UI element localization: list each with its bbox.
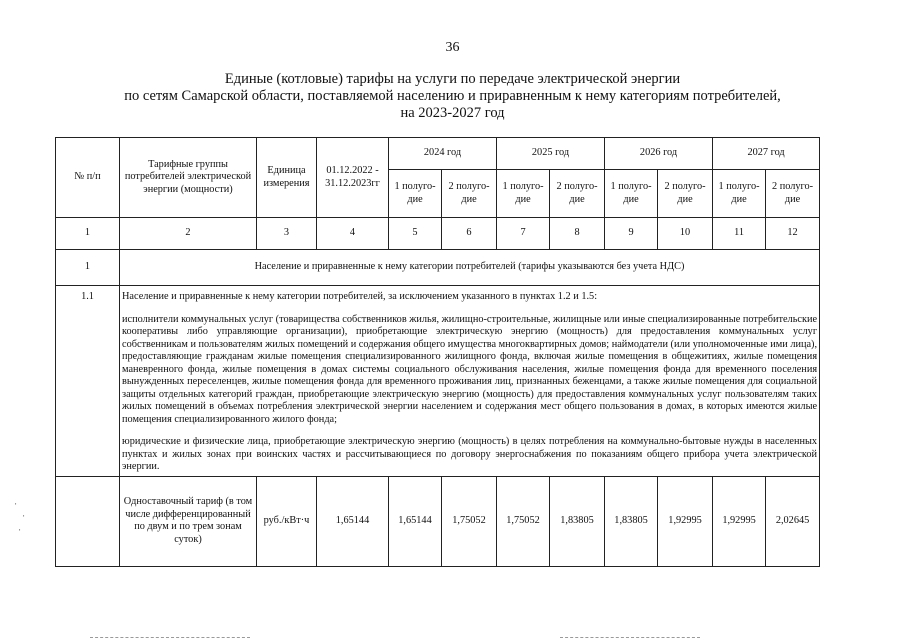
data-row-unit: руб./кВт·ч: [257, 476, 317, 566]
header-num: № п/п: [56, 138, 120, 218]
index-cell: 5: [389, 218, 442, 250]
scan-speck: ⋅: [18, 525, 22, 535]
section-1-1-num: 1.1: [56, 286, 120, 477]
header-unit: Единица измерения: [257, 138, 317, 218]
data-row-value: 1,65144: [317, 476, 389, 566]
header-half-2: 2 полуго-дие: [442, 170, 497, 218]
header-groups: Тарифные группы потребителей электрической энергии (мощности): [120, 138, 257, 218]
page-number: 36: [445, 40, 460, 55]
header-year-2025: 2025 год: [497, 138, 605, 170]
header-row-years: [56, 138, 820, 170]
index-cell: 1: [56, 218, 120, 250]
section-1-1-para-1: исполнители коммунальных услуг (товарищества собственников жилья, жилищно-строительные, жилищные или иные специализированные потребительские кооперативы либо управляющие организации), приобретающие электрическую энергию (мощность) для предоставления коммунальных услуг собственникам и пользователям жилых помещений и содержания общего имущества многоквартирных домов; наймодатели (или уполномоченные ими лица), предоставляющие гражданам жилые помещения специализированного жилищного фонда, включая жилые помещения в общежитиях, жилые помещения маневренного фонда, жилые помещения в домах системы социального обслуживания населения, жилые помещения фонда для временного поселения вынужденных переселенцев, жилые помещения фонда для временного проживания лиц, признанных беженцами, а также жилые помещения для социальной защиты отдельных категорий граждан, приобретающие электрическую энергию (мощность) для предоставления коммунальных услуг пользователям таких жилых помещений в объемах потребления электрической энергии населением и содержания мест общего пользования в домах, в которых имеются жилые помещения специализированного жилого фонда;: [122, 313, 818, 425]
section-1-1-body: [120, 286, 820, 477]
header-year-2024: 2024 год: [389, 138, 497, 170]
index-cell: 3: [257, 218, 317, 250]
index-cell: 7: [497, 218, 550, 250]
data-row-num-cell: [56, 476, 120, 566]
section-1-num: 1: [56, 250, 120, 286]
index-cell: 11: [713, 218, 766, 250]
scan-edge-mark: [90, 637, 250, 638]
data-row-value: 1,65144: [389, 476, 442, 566]
header-half-1: 1 полуго-дие: [497, 170, 550, 218]
scan-speck: ⋅: [14, 499, 18, 509]
header-half-1: 1 полуго-дие: [389, 170, 442, 218]
scan-speck: ⋅: [22, 511, 26, 521]
index-cell: 10: [658, 218, 713, 250]
data-row-value: 1,75052: [497, 476, 550, 566]
document-title: [20, 71, 885, 122]
tariff-table: [55, 137, 820, 567]
header-half-1: 1 полуго-дие: [713, 170, 766, 218]
header-half-2: 2 полуго-дие: [550, 170, 605, 218]
data-row-value: 1,92995: [713, 476, 766, 566]
section-1-text: Население и приравненные к нему категории потребителей (тарифы указываются без учета НДС): [120, 250, 820, 286]
section-1-1-intro: Население и приравненные к нему категории потребителей, за исключением указанного в пунктах 1.2 и 1.5:: [122, 291, 598, 302]
index-cell: 6: [442, 218, 497, 250]
index-row: [56, 218, 820, 250]
header-period: 01.12.2022 - 31.12.2023гг: [317, 138, 389, 218]
index-cell: 9: [605, 218, 658, 250]
index-cell: 8: [550, 218, 605, 250]
title-line-1: Единые (котловые) тарифы на услуги по передаче электрической энергии: [224, 71, 681, 87]
data-row-value: 1,75052: [442, 476, 497, 566]
section-1-1-para-2: юридические и физические лица, приобретающие электрическую энергию (мощность) в целях потребления на коммунально-бытовые нужды в населенных пунктах и жилых зонах при воинских частях и рассчитывающиеся по договору энергоснабжения по показаниям общего прибора учета электрической энергии.: [122, 436, 818, 472]
index-cell: 2: [120, 218, 257, 250]
header-half-2: 2 полуго-дие: [658, 170, 713, 218]
index-cell: 12: [766, 218, 820, 250]
index-cell: 4: [317, 218, 389, 250]
data-row-value: 1,92995: [658, 476, 713, 566]
data-row-value: 2,02645: [766, 476, 820, 566]
section-1-1-row: [56, 286, 820, 477]
header-half-1: 1 полуго-дие: [605, 170, 658, 218]
header-year-2026: 2026 год: [605, 138, 713, 170]
scan-edge-mark: [560, 637, 700, 638]
header-year-2027: 2027 год: [713, 138, 820, 170]
title-line-3: на 2023-2027 год: [400, 105, 505, 121]
title-line-2: по сетям Самарской области, поставляемой населению и приравненным к нему категориям потребителей,: [124, 88, 781, 104]
tariff-data-row: [56, 476, 820, 566]
section-1-row: [56, 250, 820, 286]
data-row-name: Одноставочный тариф (в том числе дифференцированный по двум и по трем зонам суток): [120, 476, 257, 566]
data-row-value: 1,83805: [605, 476, 658, 566]
header-half-2: 2 полуго-дие: [766, 170, 820, 218]
data-row-value: 1,83805: [550, 476, 605, 566]
